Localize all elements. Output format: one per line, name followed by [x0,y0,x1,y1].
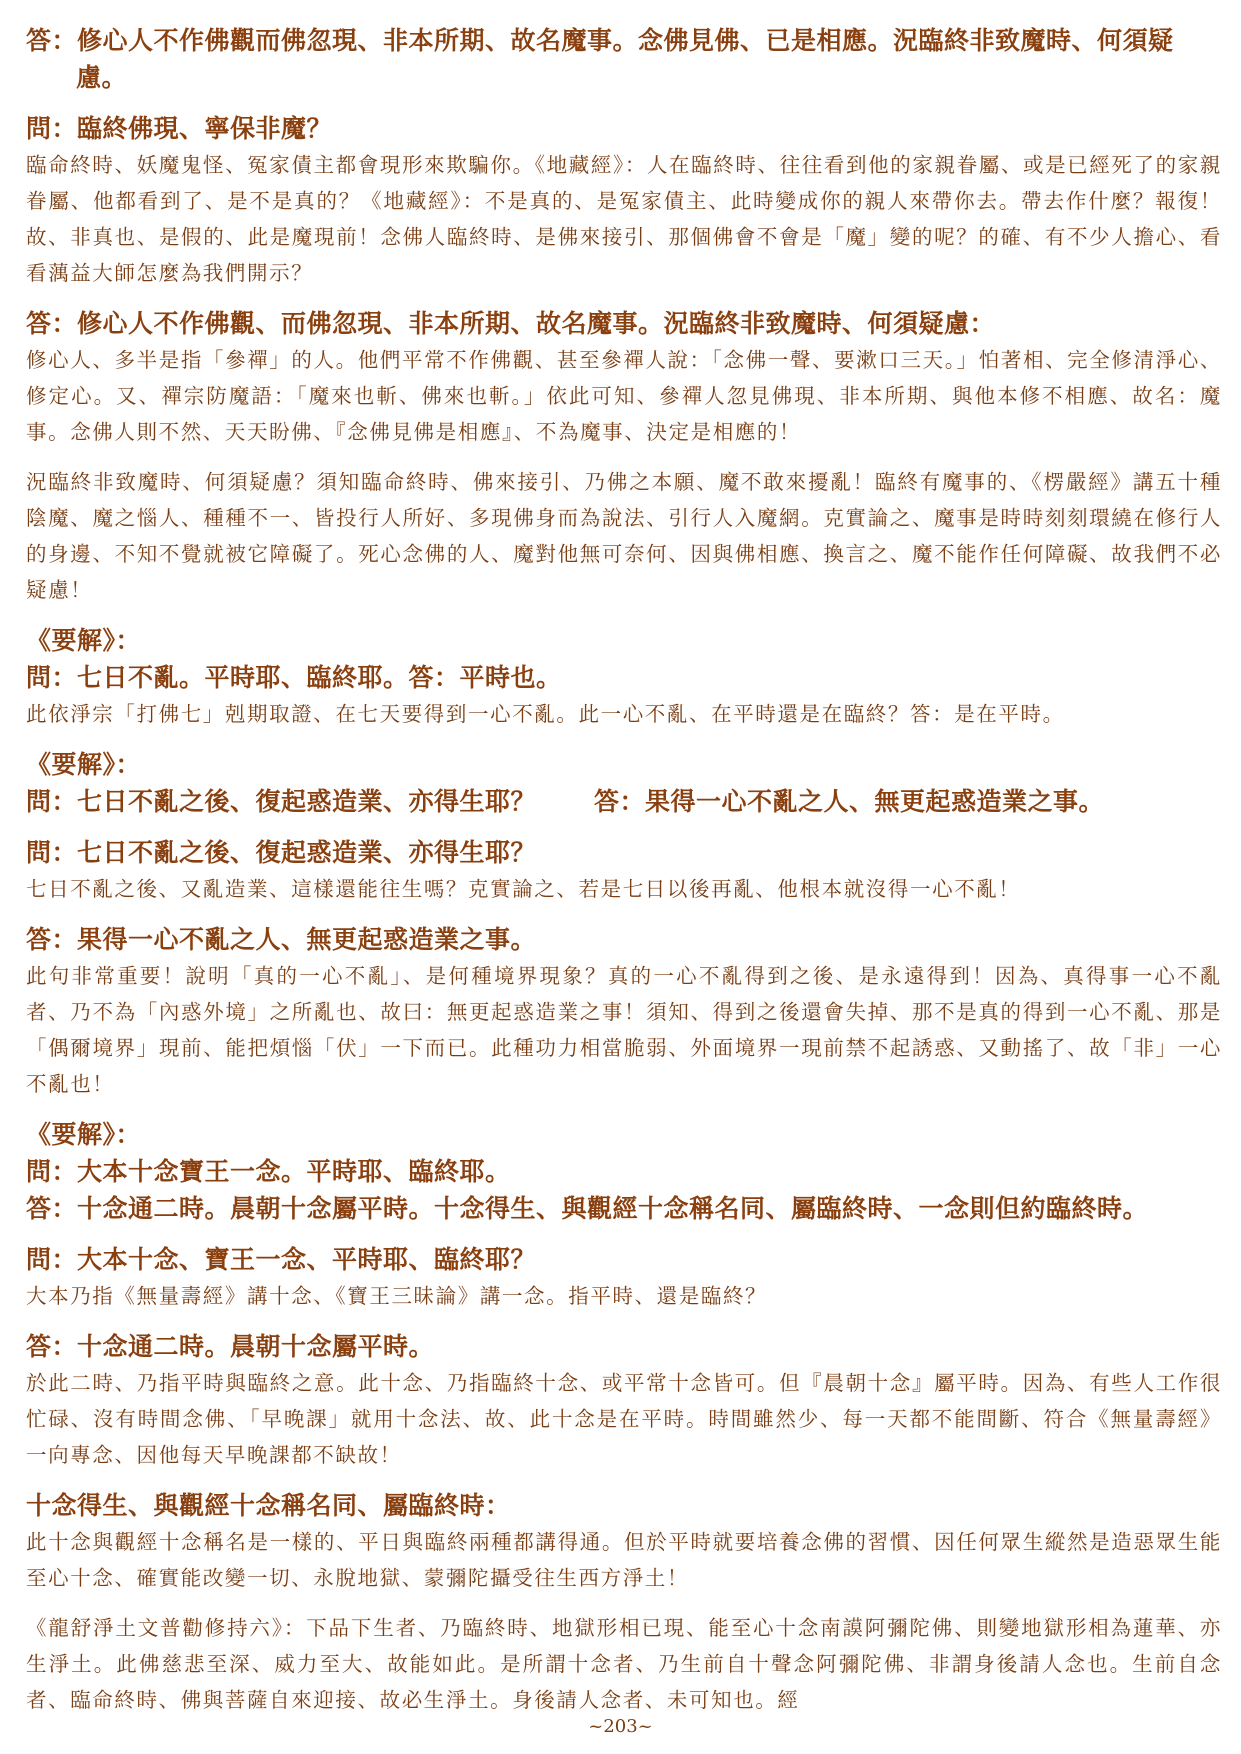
section-label: 《要解》： [26,626,142,655]
paragraph: 臨命終時、妖魔鬼怪、冤家債主都會現形來欺騙你。《地藏經》：人在臨終時、往往看到他的家親眷屬、或是已經死了的家親眷屬、他都看到了、是不是真的？《地藏經》：不是真的、是冤家債主、此時變成你的親人來帶你去。帶去作什麼？報復！故、非真也、是假的、此是魔現前！念佛人臨終時、是佛來接引、那個佛會不會是「魔」變的呢？的確、有不少人擔心、看看蕅益大師怎麼為我們開示？ [26,153,1222,285]
answer-heading: 答：果得一心不亂之人、無更起惑造業之事。 [26,925,537,954]
answer-heading: 答：修心人不作佛觀而佛忽現、非本所期、故名魔事。念佛見佛、已是相應。況臨終非致魔時、何須疑慮。 [26,26,1174,92]
page-number: ~203~ [588,1716,653,1737]
answer-heading: 答：十念通二時。晨朝十念屬平時。十念得生、與觀經十念稱名同、屬臨終時、一念則但約臨終時。 [26,1194,1149,1223]
section-label: 《要解》： [26,750,142,779]
subheading: 十念得生、與觀經十念稱名同、屬臨終時： [26,1491,511,1520]
paragraph: 此十念與觀經十念稱名是一樣的、平日與臨終兩種都講得通。但於平時就要培養念佛的習慣、因任何眾生縱然是造惡眾生能至心十念、確實能改變一切、永脫地獄、蒙彌陀攝受往生西方淨土！ [26,1530,1222,1590]
paragraph: 此依淨宗「打佛七」剋期取證、在七天要得到一心不亂。此一心不亂、在平時還是在臨終？答：是在平時。 [26,702,1065,726]
question-heading: 問：七日不亂之後、復起惑造業、亦得生耶？ [26,838,537,867]
section-label: 《要解》： [26,1120,142,1149]
question-heading: 問：七日不亂之後、復起惑造業、亦得生耶？ [26,787,537,816]
paragraph: 修心人、多半是指「參禪」的人。他們平常不作佛觀、甚至參禪人說：「念佛一聲、要漱口三天。」怕著相、完全修清淨心、修定心。又、禪宗防魔語：「魔來也斬、佛來也斬。」依此可知、參禪人忽見佛現、非本所期、與他本修不相應、故名：魔事。念佛人則不然、天天盼佛、『念佛見佛是相應』、不為魔事、決定是相應的！ [26,348,1222,444]
page-body [26,22,1222,1718]
answer-heading: 答：修心人不作佛觀、而佛忽現、非本所期、故名魔事。況臨終非致魔時、何須疑慮： [26,309,996,338]
question-heading: 問：臨終佛現、寧保非魔？ [26,114,333,143]
qa-row [26,783,1222,820]
question-heading: 問：大本十念寶王一念。平時耶、臨終耶。 [26,1157,511,1186]
answer-heading: 答：十念通二時。晨朝十念屬平時。 [26,1332,435,1361]
paragraph: 此句非常重要！說明「真的一心不亂」、是何種境界現象？真的一心不亂得到之後、是永遠得到！因為、真得事一心不亂者、乃不為「內惑外境」之所亂也、故曰：無更起惑造業之事！須知、得到之後還會失掉、那不是真的得到一心不亂、那是「偶爾境界」現前、能把煩惱「伏」一下而已。此種功力相當脆弱、外面境界一現前禁不起誘惑、又動搖了、故「非」一心不亂也！ [26,964,1222,1096]
paragraph: 大本乃指《無量壽經》講十念、《寶王三昧論》講一念。指平時、還是臨終？ [26,1284,768,1308]
paragraph: 於此二時、乃指平時與臨終之意。此十念、乃指臨終十念、或平常十念皆可。但『晨朝十念』屬平時。因為、有些人工作很忙碌、沒有時間念佛、「早晚課」就用十念法、故、此十念是在平時。時間雖然少、每一天都不能間斷、符合《無量壽經》一向專念、因他每天早晚課都不缺故！ [26,1371,1222,1467]
paragraph: 況臨終非致魔時、何須疑慮？須知臨命終時、佛來接引、乃佛之本願、魔不敢來擾亂！臨終有魔事的、《楞嚴經》講五十種陰魔、魔之惱人、種種不一、皆投行人所好、多現佛身而為說法、引行人入魔網。克實論之、魔事是時時刻刻環繞在修行人的身邊、不知不覺就被它障礙了。死心念佛的人、魔對他無可奈何、因與佛相應、換言之、魔不能作任何障礙、故我們不必疑慮！ [26,470,1222,602]
paragraph: 《龍舒淨土文普勸修持六》：下品下生者、乃臨終時、地獄形相已現、能至心十念南謨阿彌陀佛、則變地獄形相為蓮華、亦生淨土。此佛慈悲至深、威力至大、故能如此。是所謂十念者、乃生前自十聲念阿彌陀佛、非謂身後請人念也。生前自念者、臨命終時、佛與菩薩自來迎接、故必生淨土。身後請人念者、未可知也。經 [26,1616,1222,1712]
question-heading: 問：大本十念、寶王一念、平時耶、臨終耶？ [26,1245,537,1274]
answer-heading: 答：果得一心不亂之人、無更起惑造業之事。 [594,787,1105,816]
question-heading: 問：七日不亂。平時耶、臨終耶。答：平時也。 [26,663,562,692]
paragraph: 七日不亂之後、又亂造業、這樣還能往生嗎？克實論之、若是七日以後再亂、他根本就沒得一心不亂！ [26,877,1021,901]
